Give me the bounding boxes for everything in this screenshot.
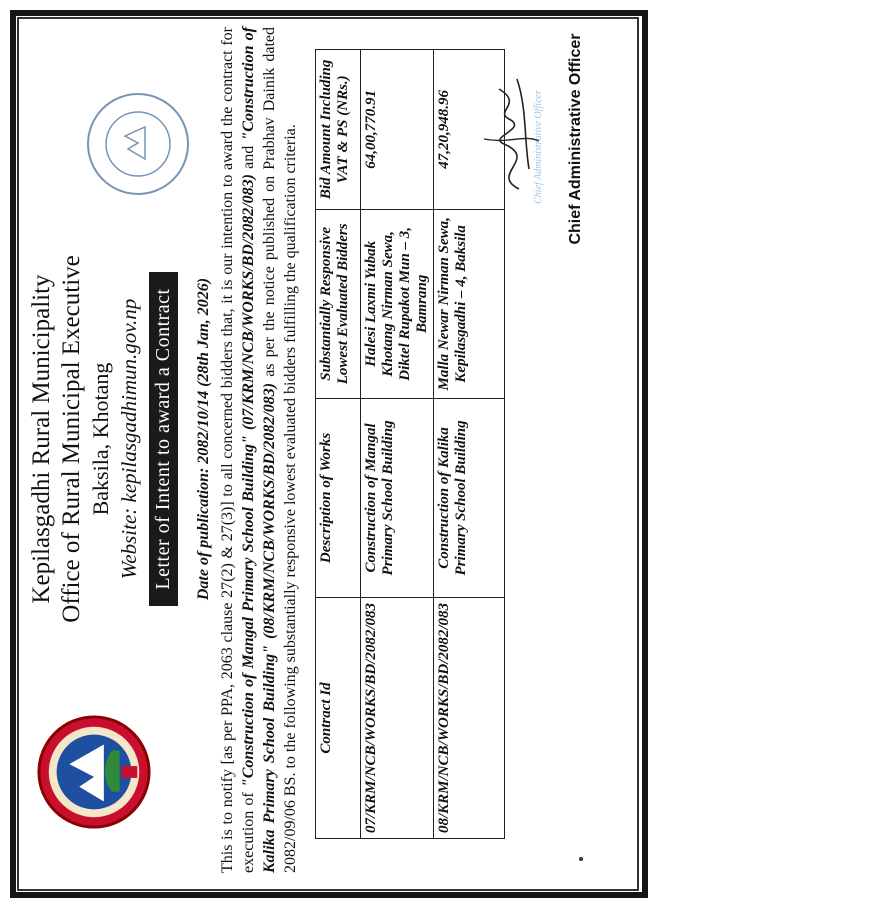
cell-contract-id: 07/KRM/NCB/WORKS/BD/2082/083 xyxy=(361,597,434,838)
document-title-banner: Letter of Intent to award a Contract xyxy=(149,272,178,605)
work-2-title: "Construction of Kalika Primary School Building" (08/KRM/NCB/WORKS/BD/2082/083) xyxy=(240,27,278,873)
rotated-content xyxy=(19,19,637,889)
notice-body xyxy=(217,27,301,873)
header-bidders: Substantially Responsive Lowest Evaluated Bidders xyxy=(316,209,361,398)
cell-bid-amount: 47,20,948.96 xyxy=(434,50,505,210)
cell-description: Construction of Mangal Primary School Building xyxy=(361,398,434,597)
header-contract-id: Contract Id xyxy=(316,597,361,838)
cell-bid-amount: 64,00,770.91 xyxy=(361,50,434,210)
nepal-emblem-icon xyxy=(35,713,153,831)
notice-closing: as per the notice published on Prabhav Dainik dated 2082/09/06 BS. to the following substantially responsive lowest evaluated bidders fulfilling the qualification criteria. xyxy=(261,27,299,873)
table-header-row xyxy=(316,50,361,839)
header-bid-amount: Bid Amount Including VAT & PS (NRs.) xyxy=(316,50,361,210)
publication-date: Date of publication: 2082/10/14 (28th Jan, 2026) xyxy=(195,277,212,601)
notice-intro: This is to notify [as per PPA, 2063 clause 27(2) & 27(3)] to all concerned bidders that, it is our intention to award the contract for execution of xyxy=(219,27,257,873)
notice-and: and xyxy=(240,140,257,174)
cell-description: Construction of Kalika Primary School Building xyxy=(434,398,505,597)
office-address: Baksila, Khotang xyxy=(88,362,113,516)
cell-bidder: Halesi Laxmi Yubak Khotang Nirman Sewa, Diktel Rupakot Mun – 3, Bamrang xyxy=(361,209,434,398)
signatory-title: Chief Administrative Officer xyxy=(567,33,584,245)
cell-contract-id: 08/KRM/NCB/WORKS/BD/2082/083 xyxy=(434,597,505,838)
work-1-title: "Construction of Mangal Primary School Building" (07/KRM/NCB/WORKS/BD/2082/083) xyxy=(240,174,257,788)
header-description: Description of Works xyxy=(316,398,361,597)
document-page xyxy=(19,19,889,873)
letterhead xyxy=(27,159,178,719)
municipality-name: Kepilasgadhi Rural Municipality xyxy=(28,274,55,604)
office-seal-icon xyxy=(83,89,193,199)
table-row xyxy=(361,50,434,839)
website-link[interactable]: Website: kepilasgadhimun.gov.np xyxy=(117,298,141,580)
scan-speck xyxy=(579,857,583,861)
office-name: Office of Rural Municipal Executive xyxy=(58,255,85,623)
stamp-label: Chief Administrative Officer xyxy=(533,90,544,204)
cell-bidder: Malla Newar Nirman Sewa, Kepilasgadhi – 4, Baksila xyxy=(434,209,505,398)
